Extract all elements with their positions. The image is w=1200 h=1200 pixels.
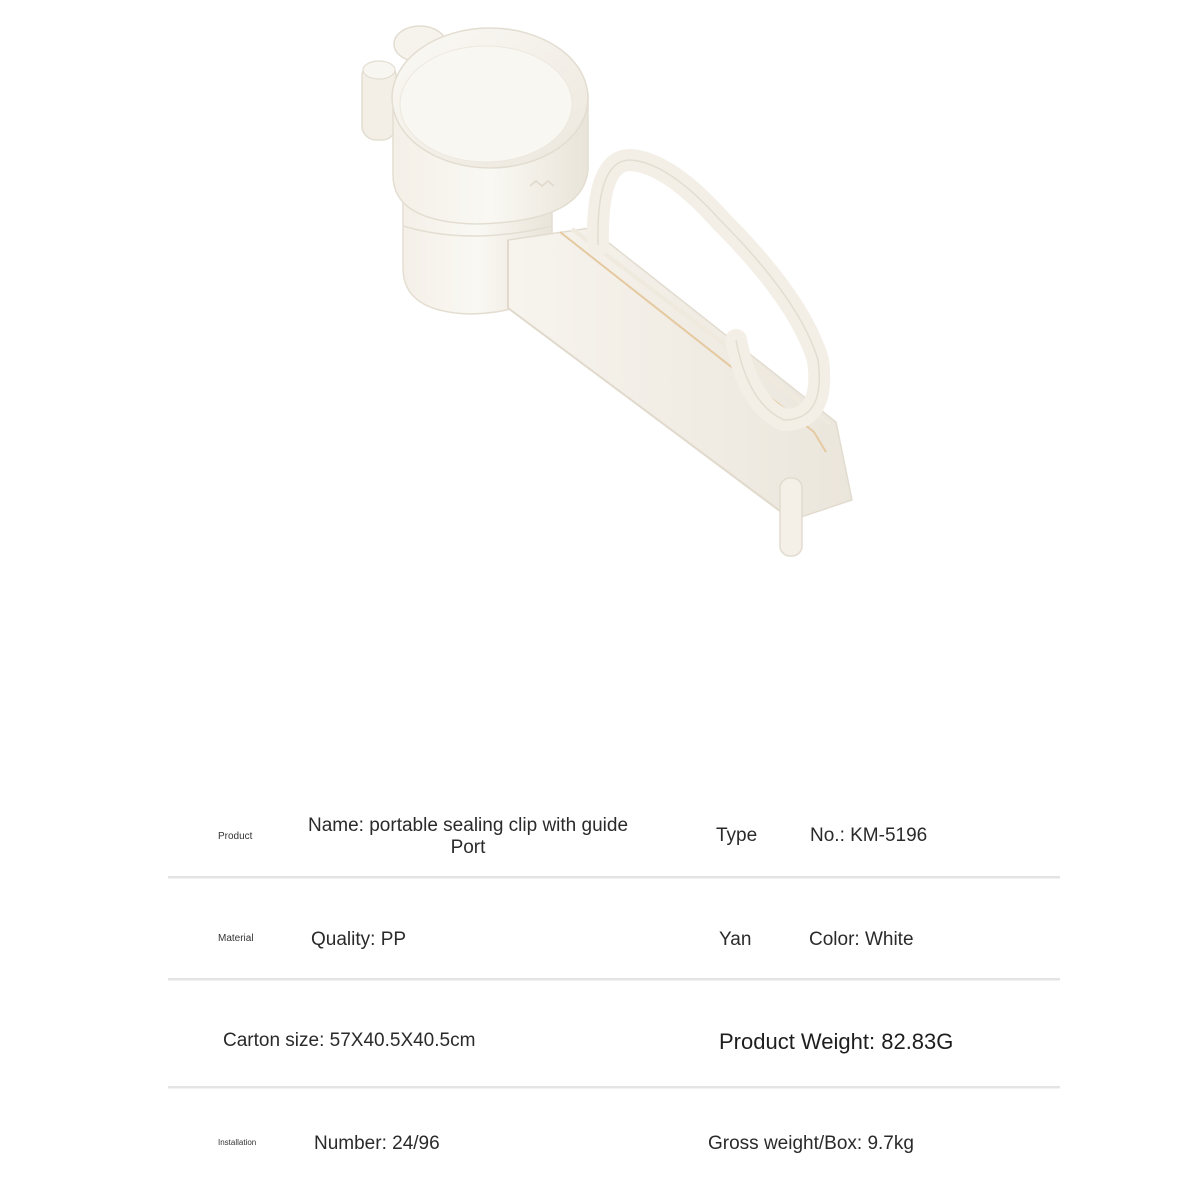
color-value: Color: White xyxy=(809,929,914,950)
product-weight-value: Product Weight: 82.83G xyxy=(719,1029,954,1054)
product-name-value: Name: portable sealing clip with guide Port xyxy=(308,815,629,858)
carton-size-value: Carton size: 57X40.5X40.5cm xyxy=(223,1030,476,1051)
installation-label: Installation xyxy=(218,1138,257,1147)
spec-row-installation xyxy=(168,1088,1060,1198)
material-label: Material xyxy=(218,933,254,944)
yan-label: Yan xyxy=(719,929,752,950)
product-image xyxy=(330,20,870,610)
spec-row-product xyxy=(168,790,1060,876)
model-number-value: No.: KM-5196 xyxy=(810,825,928,846)
spec-table xyxy=(168,790,1060,1200)
quality-value: Quality: PP xyxy=(311,929,407,950)
spec-row-material xyxy=(168,878,1060,978)
type-label: Type xyxy=(716,825,758,846)
number-value: Number: 24/96 xyxy=(314,1133,440,1154)
spec-row-carton xyxy=(168,980,1060,1086)
product-label: Product xyxy=(218,831,253,842)
sealing-clip-drawing xyxy=(362,26,852,556)
gross-weight-value: Gross weight/Box: 9.7kg xyxy=(708,1133,914,1154)
